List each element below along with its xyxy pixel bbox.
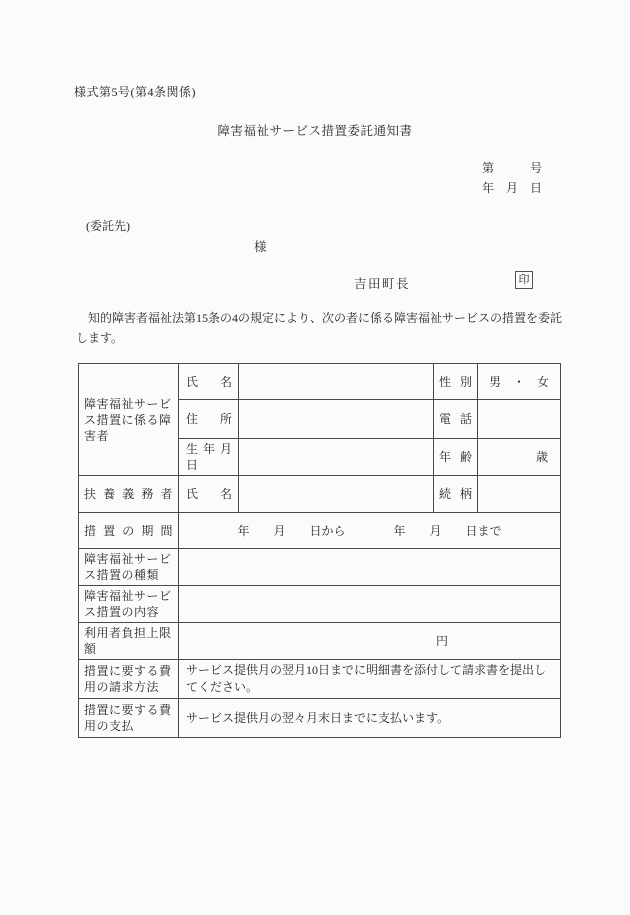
address-label-cell: 住所 [179,400,239,439]
table-row [79,364,561,400]
user-burden-value-cell: 円 [179,623,561,660]
issuer-name: 吉田町長 [354,277,411,291]
document-number-line: 第 号 [481,161,542,175]
body-paragraph: 知的障害者福祉法第15条の4の規定により、次の者に係る障害福祉サービスの措置を委託します。 [76,311,563,345]
table-row [79,513,561,549]
table-row [79,476,561,513]
subject-label-cell: 障害福祉サービス措置に係る障害者 [79,364,179,476]
table-row [79,660,561,699]
service-content-label-cell: 障害福祉サービス措置の内容 [79,586,179,623]
service-type-label-cell: 障害福祉サービス措置の種類 [79,549,179,586]
billing-value-cell: サービス提供月の翌月10日までに明細書を添付して請求書を提出してください。 [179,660,561,699]
address-value-cell [239,400,434,439]
user-burden-label-cell: 利用者負担上限額 [79,623,179,660]
relation-label-cell: 続柄 [434,476,478,513]
age-label-cell: 年齢 [434,439,478,476]
recipient-label: (委託先) [86,219,130,233]
relation-value-cell [478,476,561,513]
notice-table [78,363,561,738]
payment-label-cell: 措置に要する費用の支払 [79,699,179,738]
period-label-cell: 措置の期間 [79,513,179,549]
guardian-name-label-cell: 氏名 [179,476,239,513]
age-value-cell: 歳 [478,439,561,476]
name-value-cell [239,364,434,400]
birthdate-label-cell: 生年月日 [179,439,239,476]
document-title: 障害福祉サービス措置委託通知書 [217,124,413,138]
gender-value-cell: 男 ・ 女 [478,364,561,400]
billing-label-cell: 措置に要する費用の請求方法 [79,660,179,699]
service-type-value-cell [179,549,561,586]
form-number: 様式第5号(第4条関係) [74,85,196,99]
birthdate-value-cell [239,439,434,476]
seal-box: 印 [515,271,533,289]
document-number-block [482,158,542,198]
payment-value-cell: サービス提供月の翌々月末日までに支払います。 [179,699,561,738]
guardian-label-cell: 扶養義務者 [79,476,179,513]
guardian-name-value-cell [239,476,434,513]
table-row [79,623,561,660]
gender-label-cell: 性別 [434,364,478,400]
name-label-cell: 氏名 [179,364,239,400]
recipient-honorific: 様 [254,240,267,254]
table-row [79,586,561,623]
table-row [79,699,561,738]
phone-value-cell [478,400,561,439]
date-line: 年 月 日 [481,181,542,195]
period-value-cell: 年 月 日から 年 月 日まで [179,513,561,549]
table-row [79,549,561,586]
service-content-value-cell [179,586,561,623]
phone-label-cell: 電話 [434,400,478,439]
